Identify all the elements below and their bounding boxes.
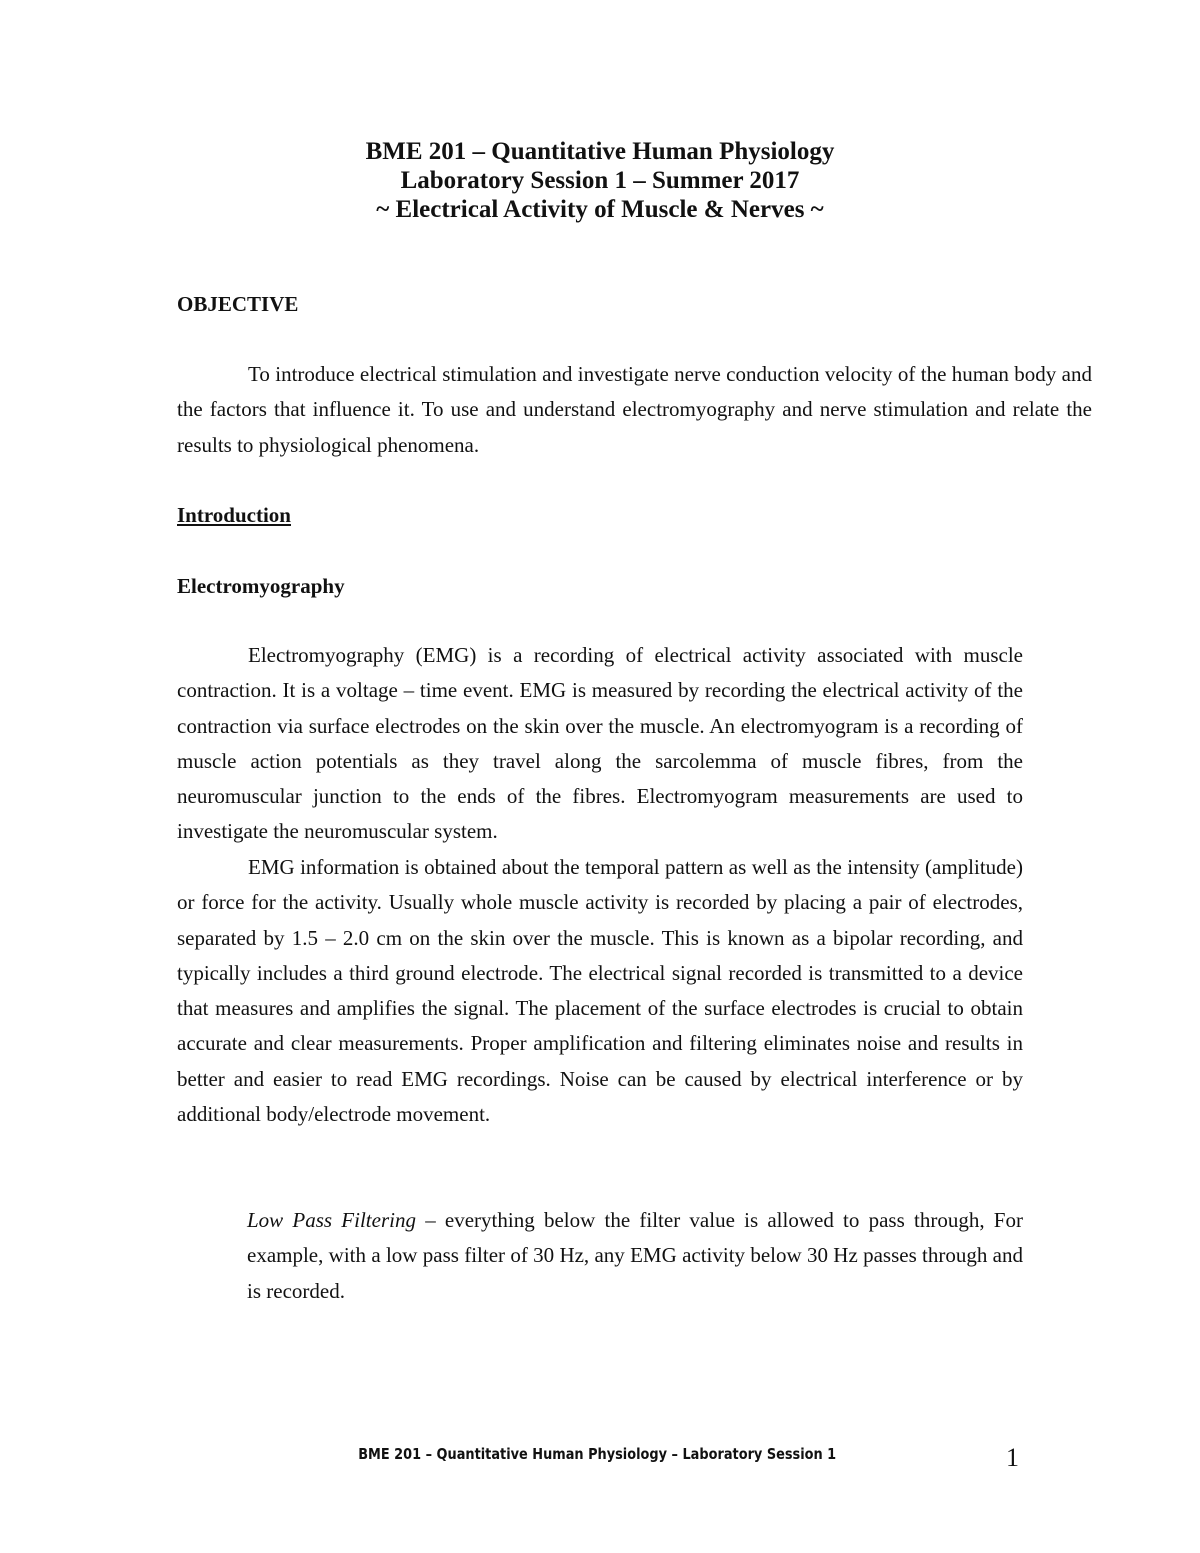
document-title	[0, 137, 1200, 224]
electromyography-heading: Electromyography	[177, 574, 345, 598]
title-topic: ~ Electrical Activity of Muscle & Nerves ~	[376, 196, 824, 223]
title-session: Laboratory Session 1 – Summer 2017	[400, 167, 800, 194]
emg-paragraph-2-text: EMG information is obtained about the temporal pattern as well as the intensity (amplitude) or force for the activity. Usually whole muscle activity is recorded by placing a pair of electrodes, separated by 1.5 – 2.0 cm on the skin over the muscle. This is known as a bipolar recording, and typically includes a third ground electrode. The electrical signal recorded is transmitted to a device that measures and amplifies the signal. The placement of the surface electrodes is crucial to obtain accurate and clear measurements. Proper amplification and filtering eliminates noise and results in better and easier to read EMG recordings. Noise can be caused by electrical interference or by additional body/electrode movement.	[177, 855, 1023, 1127]
emg-paragraph-1	[177, 638, 1023, 850]
title-course: BME 201 – Quantitative Human Physiology	[365, 138, 835, 165]
objective-paragraph	[177, 357, 1092, 463]
low-pass-text: – everything below the filter value is allowed to pass through, For example, with a low pass filter of 30 Hz, any EMG activity below 30 Hz passes through and is recorded.	[247, 1208, 1023, 1303]
footer-running-title: BME 201 – Quantitative Human Physiology – Laboratory Session 1	[358, 1445, 837, 1463]
low-pass-paragraph	[247, 1203, 1023, 1309]
emg-paragraph-2	[177, 850, 1023, 1132]
low-pass-term: Low Pass Filtering	[247, 1208, 416, 1232]
page-number: 1	[1006, 1443, 1019, 1472]
objective-heading: OBJECTIVE	[177, 292, 299, 316]
objective-text: To introduce electrical stimulation and investigate nerve conduction velocity of the human body and the factors that influence it. To use and understand electromyography and nerve stimulation and relate the results to physiological phenomena.	[177, 362, 1092, 457]
emg-paragraph-1-text: Electromyography (EMG) is a recording of electrical activity associated with muscle contraction. It is a voltage – time event. EMG is measured by recording the electrical activity of the contraction via surface electrodes on the skin over the muscle. An electromyogram is a recording of muscle action potentials as they travel along the sarcolemma of muscle fibres, from the neuromuscular junction to the ends of the fibres. Electromyogram measurements are used to investigate the neuromuscular system.	[177, 643, 1023, 844]
introduction-heading: Introduction	[177, 503, 291, 527]
